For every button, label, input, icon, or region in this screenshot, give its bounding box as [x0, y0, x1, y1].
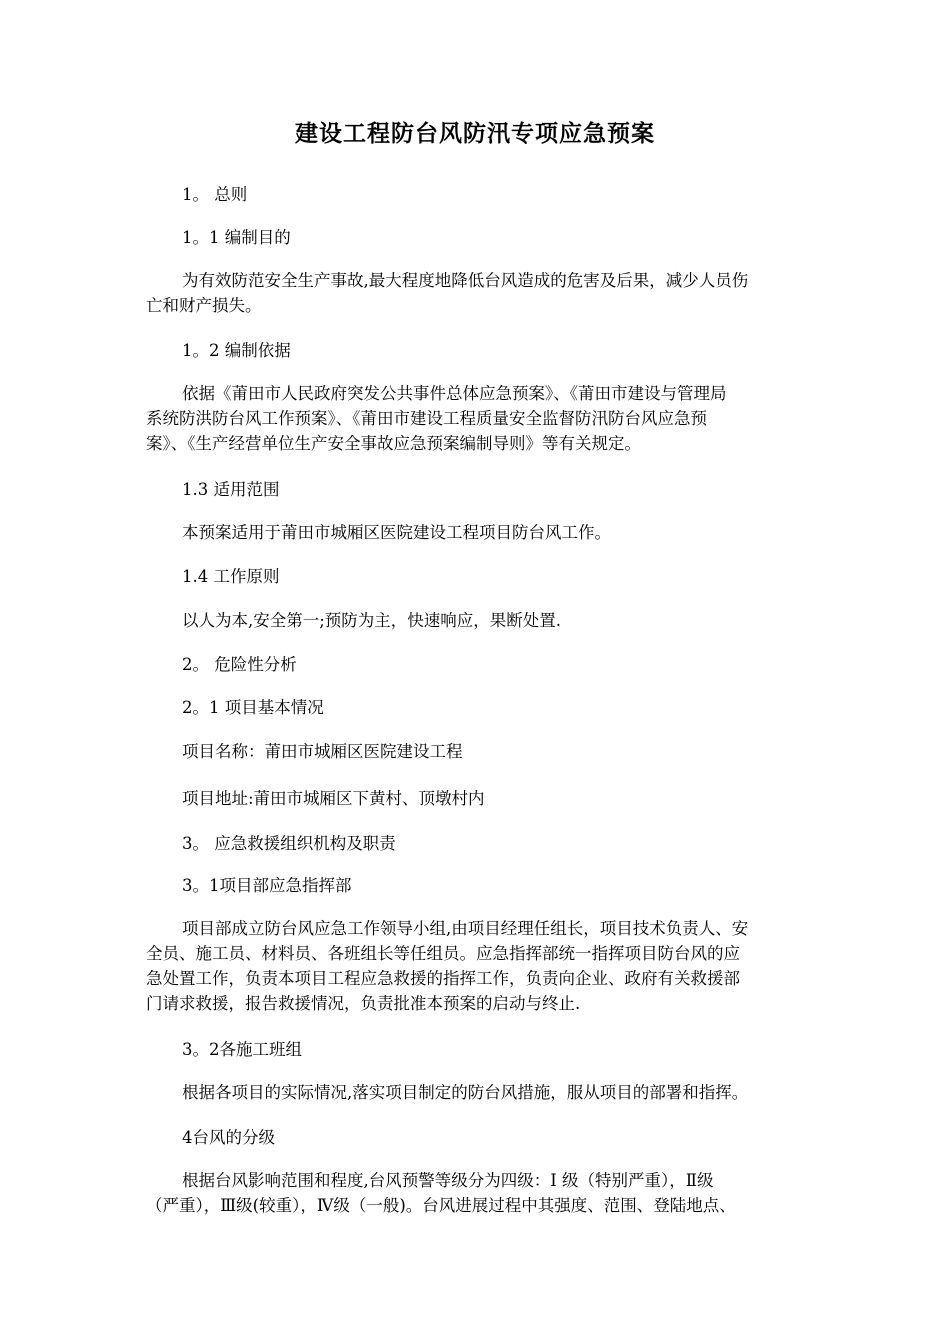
section-body-1-4: 以人为本,安全第一;预防为主，快速响应，果断处置.	[182, 611, 562, 630]
project-name: 项目名称：莆田市城厢区医院建设工程	[182, 742, 463, 761]
section-body-1-1	[146, 268, 858, 318]
section-heading-1-1: 1。1 编制目的	[182, 228, 291, 247]
section-heading-4: 4台风的分级	[182, 1128, 275, 1147]
section-heading-1: 1。 总则	[182, 185, 248, 204]
paragraph-line: 门请求救援，报告救援情况，负责批准本预案的启动与终止.	[146, 994, 581, 1013]
section-heading-1-3: 1.3 适用范围	[182, 480, 280, 499]
document-title: 建设工程防台风防汛专项应急预案	[295, 120, 655, 147]
paragraph-line: 全员、施工员、材料员、各班组长等任组员。应急指挥部统一指挥项目防台风的应	[146, 944, 740, 963]
section-body-3-2: 根据各项目的实际情况,落实项目制定的防台风措施，服从项目的部署和指挥。	[182, 1083, 749, 1102]
paragraph-line: 根据台风影响范围和程度,台风预警等级分为四级：Ⅰ 级（特别严重），Ⅱ级	[182, 1171, 714, 1190]
paragraph-line: 依据《莆田市人民政府突发公共事件总体应急预案》、《莆田市建设与管理局	[182, 384, 727, 403]
paragraph-line: 案》、《生产经营单位生产安全事故应急预案编制导则》等有关规定。	[146, 434, 641, 453]
section-heading-1-2: 1。2 编制依据	[182, 341, 291, 360]
paragraph-line: 亡和财产损失。	[146, 296, 262, 315]
section-heading-2: 2。 危险性分析	[182, 655, 297, 674]
project-address: 项目地址:莆田市城厢区下黄村、顶墩村内	[182, 789, 485, 808]
section-heading-1-4: 1.4 工作原则	[182, 567, 280, 586]
section-heading-3: 3。 应急救援组织机构及职责	[182, 834, 396, 853]
paragraph-line: 为有效防范安全生产事故,最大程度地降低台风造成的危害及后果，减少人员伤	[182, 271, 749, 290]
section-heading-2-1: 2。1 项目基本情况	[182, 698, 324, 717]
section-body-1-2	[146, 381, 858, 456]
paragraph-line: 急处置工作，负责本项目工程应急救援的指挥工作，负责向企业、政府有关救援部	[146, 969, 740, 988]
paragraph-line: （严重），Ⅲ级(较重），Ⅳ级（一般)。台风进展过程中其强度、范围、登陆地点、	[146, 1196, 736, 1215]
section-heading-3-2: 3。2各施工班组	[182, 1040, 302, 1059]
paragraph-line: 项目部成立防台风应急工作领导小组,由项目经理任组长，项目技术负责人、安	[182, 919, 749, 938]
section-body-1-3: 本预案适用于莆田市城厢区医院建设工程项目防台风工作。	[182, 523, 611, 542]
section-body-3-1	[146, 916, 858, 1016]
section-body-4	[146, 1168, 858, 1218]
paragraph-line: 系统防洪防台风工作预案》、《莆田市建设工程质量安全监督防汛防台风应急预	[146, 409, 707, 428]
section-heading-3-1: 3。1项目部应急指挥部	[182, 876, 352, 895]
